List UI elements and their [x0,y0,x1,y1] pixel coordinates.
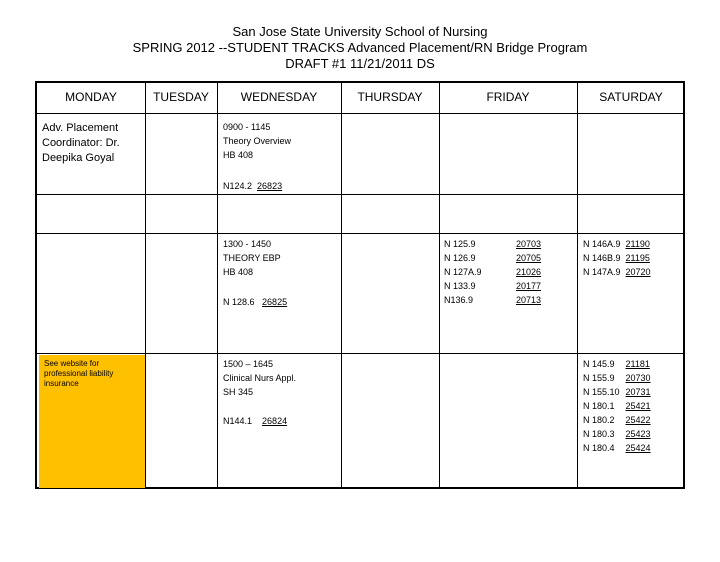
course-code: N 146A.9 [583,239,621,249]
course-code: N144.1 [223,416,253,426]
course-code: N 146B.9 [583,253,621,263]
course-code: N 147A.9 [583,267,621,277]
class-title: THEORY EBP [223,253,281,263]
friday-courses [444,237,541,307]
list-item [444,251,541,265]
doc-title-line2: SPRING 2012 --STUDENT TRACKS Advanced Placement/RN Bridge Program [132,40,588,55]
course-number: 20713 [516,295,542,305]
course-code: N 125.9 [444,239,476,249]
course-number: 20720 [625,267,651,277]
wednesday-block-3 [223,357,296,399]
header-tuesday: TUESDAY [153,90,209,104]
course-code: N 180.3 [583,429,615,439]
course-number: 20705 [516,253,542,263]
course-number: 20731 [625,387,651,397]
row-divider [37,194,683,195]
list-item [583,413,651,427]
wednesday-block-2 [223,237,281,279]
header-wednesday: WEDNESDAY [240,90,318,104]
column-divider [439,83,440,487]
list-item [444,265,541,279]
row-divider [37,353,683,354]
column-divider [217,83,218,487]
course-code: N124.2 [223,181,253,191]
class-room: HB 408 [223,150,254,160]
list-item [444,279,541,293]
saturday-courses-top [583,237,651,279]
course-code: N 126.9 [444,253,476,263]
header-monday: MONDAY [65,90,117,104]
wednesday-course-2 [223,295,287,309]
header-friday: FRIDAY [486,90,530,104]
course-number: 21195 [625,253,650,263]
wednesday-block-1 [223,120,291,162]
course-code: N 128.6 [223,297,255,307]
doc-title-line3: DRAFT #1 11/21/2011 DS [285,56,435,71]
insurance-note: See website for professional liability insurance [44,359,114,388]
list-item [583,357,651,371]
course-code: N 133.9 [444,281,476,291]
row-divider [37,113,683,114]
class-time: 1300 - 1450 [223,239,272,249]
row-divider [37,233,683,234]
class-title: Theory Overview [223,136,292,146]
course-code: N 180.1 [583,401,615,411]
course-number: 26825 [262,297,288,307]
list-item [583,251,651,265]
wednesday-course-1 [223,179,282,193]
course-number: 25423 [625,429,651,439]
list-item [444,293,541,307]
course-number: 26823 [257,181,283,191]
coordinator-line: Adv. Placement [42,122,119,134]
course-number: 20177 [516,281,542,291]
course-code: N 155.9 [583,373,615,383]
course-code: N 180.2 [583,415,615,425]
class-room: HB 408 [223,267,254,277]
class-room: SH 345 [223,387,254,397]
list-item [583,237,651,251]
header-saturday: SATURDAY [599,90,663,104]
class-time: 0900 - 1145 [223,122,271,132]
course-number: 20703 [516,239,542,249]
insurance-note-cell [39,355,146,488]
course-number: 26824 [262,416,288,426]
list-item [583,371,651,385]
course-number: 21190 [625,239,650,249]
course-code: N136.9 [444,295,474,305]
column-divider [341,83,342,487]
course-number: 21026 [516,267,542,277]
course-number: 25421 [625,401,651,411]
list-item [583,265,651,279]
course-number: 25424 [625,443,651,453]
class-time: 1500 – 1645 [223,359,274,369]
course-code: N 180.4 [583,443,615,453]
column-divider [577,83,578,487]
course-code: N 127A.9 [444,267,482,277]
list-item [583,441,651,455]
list-item [583,399,651,413]
doc-title-line1: San Jose State University School of Nursing [232,24,488,39]
course-number: 21181 [625,359,650,369]
list-item [583,427,651,441]
coordinator-line: Deepika Goyal [42,152,115,164]
course-number: 20730 [625,373,651,383]
coordinator-line: Coordinator: Dr. [42,137,120,149]
monday-coordinator [42,121,120,166]
course-code: N 145.9 [583,359,615,369]
course-code: N 155.10 [583,387,620,397]
list-item [583,385,651,399]
list-item [444,237,541,251]
header-thursday: THURSDAY [357,90,423,104]
course-number: 25422 [625,415,651,425]
wednesday-course-3 [223,414,287,428]
class-title: Clinical Nurs Appl. [223,373,297,383]
saturday-courses-bottom [583,357,651,455]
schedule-table [35,81,685,489]
